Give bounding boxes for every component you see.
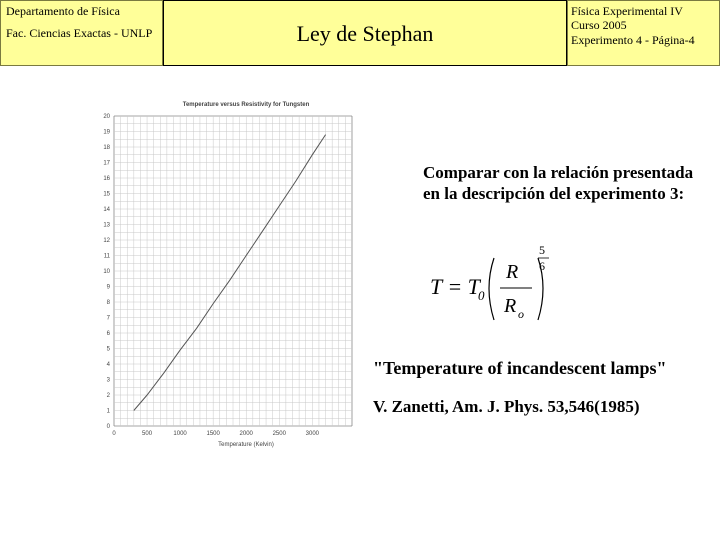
department-label: Departamento de Física (6, 4, 120, 18)
chart-title: Temperature versus Resistivity for Tungsten (182, 102, 310, 108)
chart-x-label: Temperature (Kelvin) (218, 442, 274, 448)
y-tick-label: 8 (106, 300, 110, 306)
experiment-page-label: Experimento 4 - Página-4 (571, 33, 695, 47)
y-tick-label: 15 (103, 191, 110, 198)
y-tick-label: 19 (103, 129, 110, 136)
exponent-numerator: 5 (539, 243, 545, 257)
y-tick-label: 12 (103, 238, 110, 244)
y-tick-label: 9 (106, 284, 110, 291)
y-tick-label: 4 (106, 362, 110, 368)
formula-lhs-subscript: 0 (478, 288, 485, 303)
chart-grid (114, 116, 352, 426)
y-tick-label: 10 (103, 269, 110, 275)
y-tick-label: 5 (106, 346, 110, 353)
x-tick-label: 0 (112, 431, 116, 437)
y-tick-label: 3 (106, 377, 110, 384)
x-tick-label: 1500 (206, 431, 220, 437)
x-tick-label: 2500 (272, 431, 286, 437)
formula-denominator-subscript: o (518, 307, 524, 321)
y-tick-label: 13 (103, 222, 110, 229)
x-tick-label: 1000 (173, 431, 187, 437)
formula (422, 240, 562, 330)
reference-title: "Temperature of incandescent lamps" (373, 358, 667, 378)
course-label: Física Experimental IV (571, 4, 683, 18)
formula-lhs: T = T (430, 274, 480, 299)
y-tick-label: 11 (103, 253, 110, 260)
y-tick-label: 0 (106, 424, 110, 430)
x-tick-label: 500 (142, 431, 153, 437)
y-tick-label: 16 (103, 176, 110, 182)
faculty-label: Fac. Ciencias Exactas - UNLP (6, 26, 153, 40)
y-tick-label: 17 (103, 160, 110, 167)
header-right-box (567, 0, 720, 66)
header-left-box (0, 0, 163, 66)
compare-text: Comparar con la relación presentada en la descripción del experimento 3: (423, 163, 694, 203)
formula-denominator: R (504, 295, 517, 317)
exponent-denominator: 6 (539, 259, 545, 273)
slide-title: Ley de Stephan (296, 21, 434, 46)
y-tick-label: 2 (106, 393, 110, 399)
y-tick-label: 18 (103, 145, 110, 151)
year-label: Curso 2005 (571, 18, 627, 32)
left-paren (489, 258, 494, 320)
y-tick-label: 7 (106, 315, 110, 322)
header-title-box (163, 0, 567, 66)
y-tick-label: 6 (106, 331, 110, 337)
x-tick-label: 2000 (239, 431, 253, 437)
formula-numerator: R (506, 261, 519, 283)
reference-citation: V. Zanetti, Am. J. Phys. 53,546(1985) (373, 397, 640, 416)
chart-series-line (134, 135, 326, 411)
x-tick-label: 3000 (305, 431, 320, 437)
y-tick-label: 20 (103, 114, 110, 120)
y-tick-label: 1 (106, 408, 110, 415)
tungsten-resistivity-chart (68, 96, 358, 451)
y-tick-label: 14 (103, 207, 110, 213)
